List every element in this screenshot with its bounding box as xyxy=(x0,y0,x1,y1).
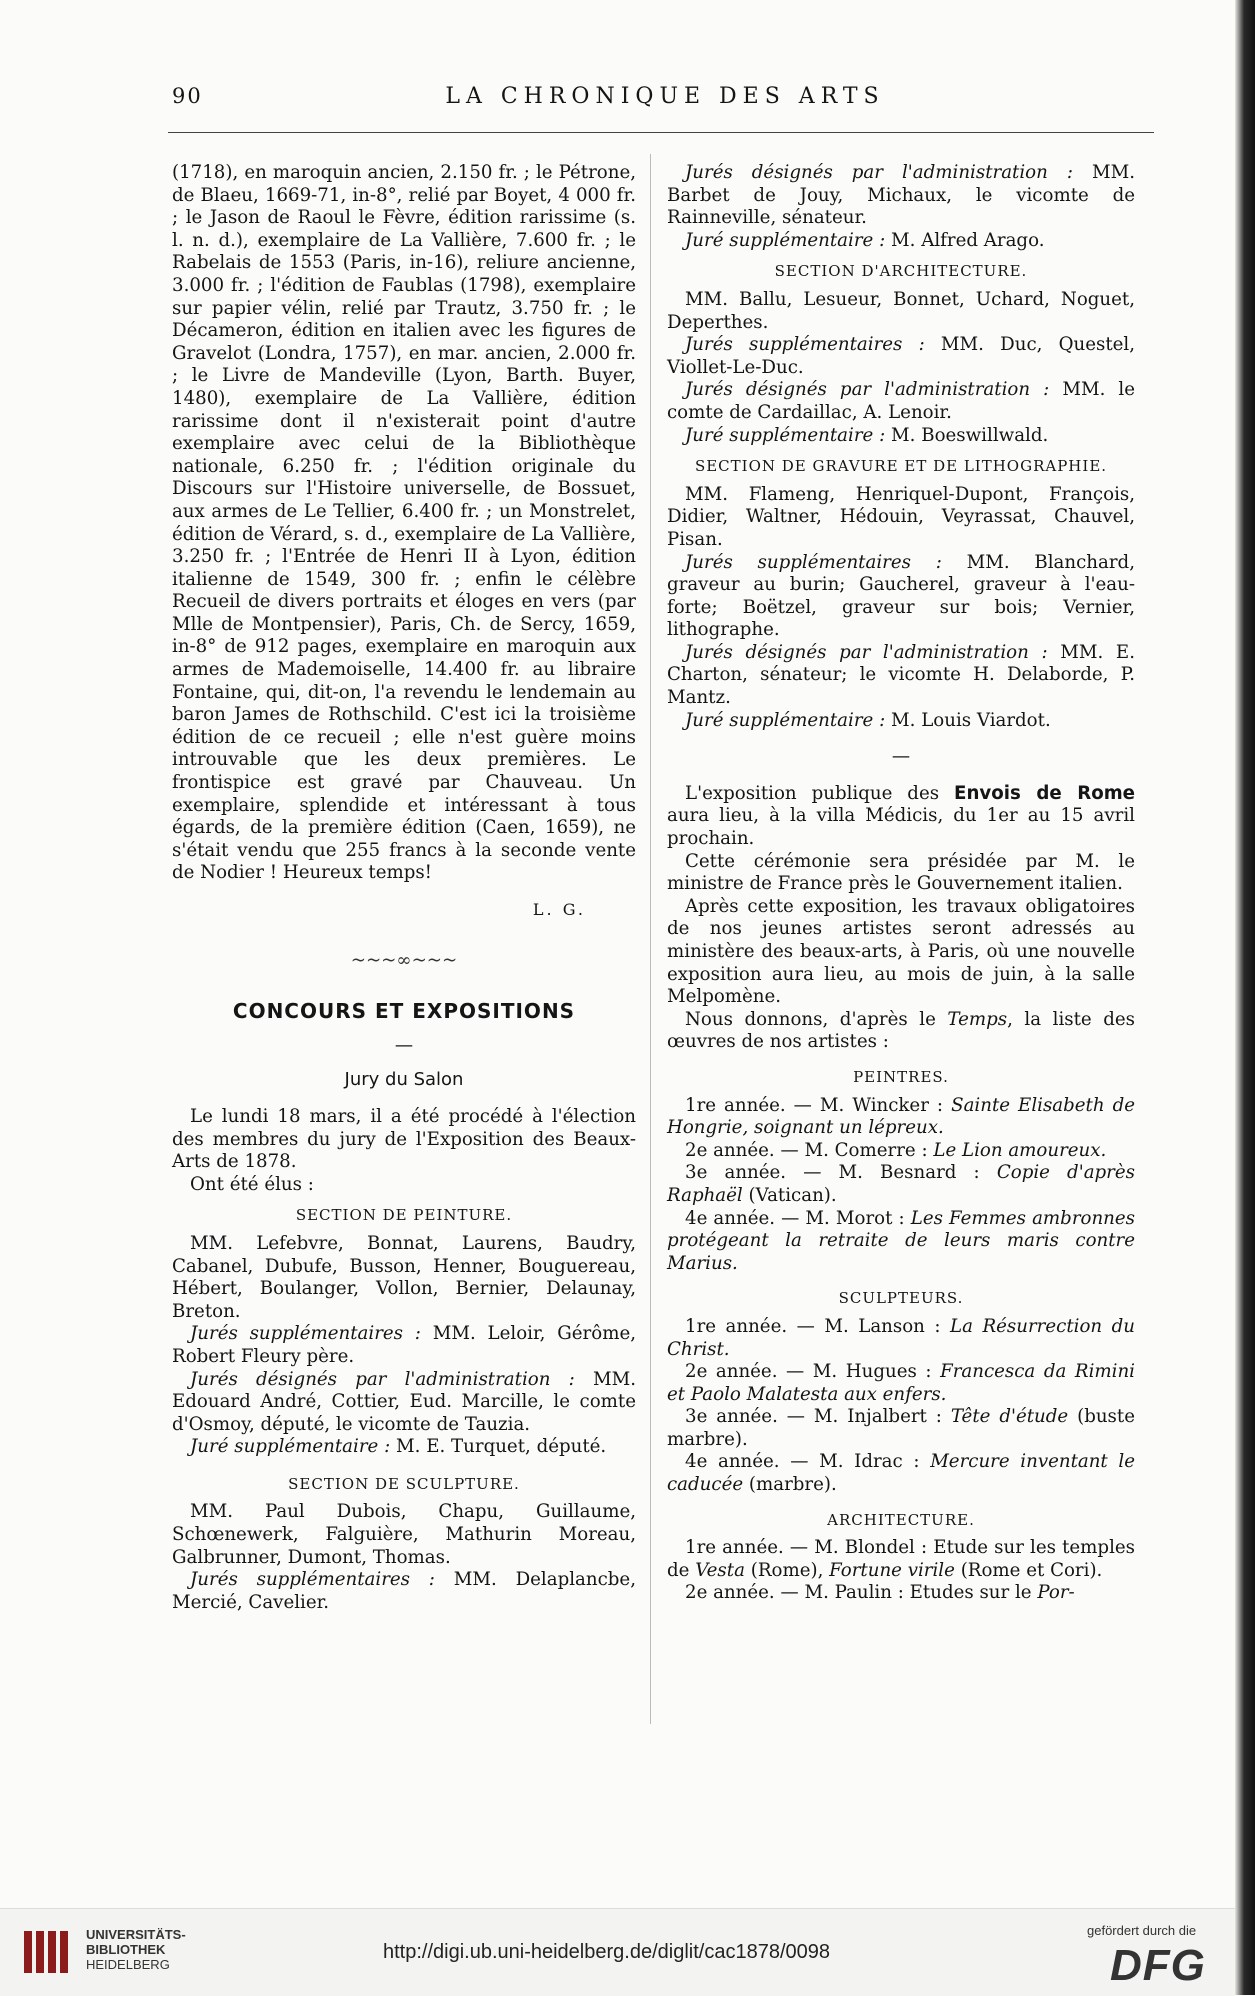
sculpt-admin: Jurés désignés par l'administration : MM. Barbet de Jouy, Michaux, le vicomte de Rainneville, sénateur. xyxy=(667,162,1135,229)
running-title: LA CHRONIQUE DES ARTS xyxy=(445,84,885,109)
architecte-2: 2e année. — M. Paulin : Etudes sur le Por- xyxy=(685,1582,1075,1604)
header-rule xyxy=(168,132,1154,133)
peinture-sup1: Juré supplémentaire : M. E. Turquet, député. xyxy=(190,1436,607,1458)
peintre-2: 2e année. — M. Comerre : Le Lion amoureux. xyxy=(685,1139,1107,1161)
arch-sup: Jurés supplémentaires : MM. Duc, Questel, Viollet-Le-Duc. xyxy=(667,334,1135,378)
page-edge-shadow xyxy=(1235,0,1255,1995)
funded-by-label: gefördert durch die xyxy=(1087,1923,1197,1938)
sculpture-members: MM. Paul Dubois, Chapu, Guillaume, Schœnewerk, Falguière, Mathurin Moreau, Galbrunner, Dumont, Thomas. xyxy=(172,1501,636,1568)
page-header xyxy=(170,84,1160,114)
arch-members: MM. Ballu, Lesueur, Bonnet, Uchard, Noguet, Deperthes. xyxy=(667,288,1135,333)
sculpt-sup1: Juré supplémentaire : M. Alfred Arago. xyxy=(685,229,1045,251)
page-number: 90 xyxy=(172,84,203,108)
column-divider xyxy=(650,154,651,1724)
elus-line: Ont été élus : xyxy=(190,1173,314,1195)
section-sculpture: SECTION DE SCULPTURE. xyxy=(288,1474,520,1493)
grav-sup1: Juré supplémentaire : M. Louis Viardot. xyxy=(685,709,1051,731)
title-dash: — xyxy=(394,1034,414,1056)
architecture-heading: ARCHITECTURE. xyxy=(827,1510,975,1529)
university-logo-icon xyxy=(22,1927,77,1977)
left-column xyxy=(172,162,636,1614)
sculpteur-4: 4e année. — M. Idrac : Mercure inventant le caducée (marbre). xyxy=(667,1451,1135,1496)
sculpteur-1: 1re année. — M. Lanson : La Résurrection du Christ. xyxy=(667,1315,1135,1360)
peintre-3: 3e année. — M. Besnard : Copie d'après Raphaël (Vatican). xyxy=(667,1162,1135,1206)
digitization-footer xyxy=(0,1908,1235,1996)
auction-paragraph: (1718), en maroquin ancien, 2.150 fr. ; le Pétrone, de Blaeu, 1669-71, in-8°, relié par Boyet, 4 000 fr. ; le Jason de Raoul le Fèvre, édition rarissime (s. l. n. d.), exemplaire de La Vallière, 7.600 fr. ; le Rabelais de 1553 (Paris, in-16), reliure ancienne, 3.000 fr. ; l'édition de Faublas (1798), exemplaire sur papier vélin, relié par Trautz, 3.750 fr. ; le Décameron, édition en italien avec les figures de Gravelot (Londra, 1757), en mar. ancien, 2.000 fr. ; le Livre de Mandeville (Lyon, Barth. Buyer, 1480), exemplaire de La Vallière, édition rarissime dont il n'existerait point d'autre exemplaire avec celui de la Bibliothèque nationale, 6.250 fr. ; l'édition originale du Discours sur l'Histoire universelle, de Bossuet, aux armes de Le Tellier, 6.400 fr. ; un Monstrelet, édition de Vérard, s. d., exemplaire de La Vallière, 3.250 fr. ; l'Entrée de Henri II à Lyon, édition italienne de 1549, 300 fr. ; enfin le célèbre Recueil de divers portraits et éloges en vers (par Mlle de Montpensier), Paris, Ch. de Sercy, 1659, in-8° de 912 pages, exemplaire en maroquin aux armes de Mademoiselle, 14.400 fr. au libraire Fontaine, qui, dit-on, l'a revendu le lendemain au baron James de Rothschild. C'est ici la troisième édition de ce recueil ; elle n'est guère moins introuvable que les deux premières. Le frontispice est gravé par Chauveau. Un exemplaire, splendide et intéressant à tous égards, de la première édition (Caen, 1659), ne s'était vendu que 255 francs à la seconde vente de Nodier ! Heureux temps! xyxy=(172,162,636,884)
architecte-1: 1re année. — M. Blondel : Etude sur les temples de Vesta (Rome), Fortune virile (Rome et Cori). xyxy=(667,1537,1135,1581)
university-name: UNIVERSITÄTS- BIBLIOTHEK HEIDELBERG xyxy=(86,1927,186,1972)
right-dash: — xyxy=(891,746,911,768)
peinture-admin: Jurés désignés par l'administration : MM. Edouard André, Cottier, Eud. Marcille, le comte d'Osmoy, député, le vicomte de Tauzia. xyxy=(172,1368,636,1435)
subtitle: Jury du Salon xyxy=(344,1069,464,1091)
grav-admin: Jurés désignés par l'administration : MM. E. Charton, sénateur; le vicomte H. Delaborde, P. Mantz. xyxy=(667,641,1135,709)
peintre-4: 4e année. — M. Morot : Les Femmes ambronnes protégeant la retraite de leurs maris contre Marius. xyxy=(667,1207,1135,1274)
dfg-logo: DFG xyxy=(1110,1941,1206,1990)
peinture-sup: Jurés supplémentaires : MM. Leloir, Gérôme, Robert Fleury père. xyxy=(172,1323,636,1367)
grav-sup: Jurés supplémentaires : MM. Blanchard, graveur au burin; Gaucherel, graveur à l'eau-forte; Boëtzel, graveur sur bois; Vernier, lithographe. xyxy=(667,551,1135,641)
sculpteurs-heading: SCULPTEURS. xyxy=(838,1289,964,1308)
expo-paragraph: L'exposition publique des Envois de Rome aura lieu, à la villa Médicis, du 1er au 15 avril prochain. xyxy=(667,782,1135,850)
peinture-members: MM. Lefebvre, Bonnat, Laurens, Baudry, Cabanel, Dubufe, Busson, Henner, Bouguereau, Hébert, Boulanger, Vollon, Bernier, Delaunay, Breton. xyxy=(172,1232,636,1322)
section-gravure: SECTION DE GRAVURE ET DE LITHOGRAPHIE. xyxy=(694,457,1108,476)
intro-paragraph: Le lundi 18 mars, il a été procédé à l'élection des membres du jury de l'Exposition des Beaux-Arts de 1878. xyxy=(172,1105,636,1173)
peintre-1: 1re année. — M. Wincker : Sainte Elisabeth de Hongrie, soignant un lépreux. xyxy=(667,1094,1135,1139)
right-column xyxy=(667,162,1135,1605)
sculpteur-2: 2e année. — M. Hugues : Francesca da Rimini et Paolo Malatesta aux enfers. xyxy=(667,1361,1135,1405)
grav-members: MM. Flameng, Henriquel-Dupont, François, Didier, Waltner, Hédouin, Veyrassat, Chauvel, Pisan. xyxy=(667,483,1135,550)
ornament: ~~~∞~~~ xyxy=(350,949,458,971)
ceremonie-paragraph: Cette cérémonie sera présidée par M. le ministre de France près le Gouvernement italien. xyxy=(667,850,1135,895)
arch-sup1: Juré supplémentaire : M. Boeswillwald. xyxy=(685,424,1049,446)
arch-admin: Jurés désignés par l'administration : MM. le comte de Cardaillac, A. Lenoir. xyxy=(667,379,1135,423)
signature: L. G. xyxy=(532,900,586,919)
section-peinture: SECTION DE PEINTURE. xyxy=(295,1206,513,1225)
source-url-link[interactable]: http://digi.ub.uni-heidelberg.de/diglit/cac1878/0098 xyxy=(383,1941,830,1963)
sculpteur-3: 3e année. — M. Injalbert : Tête d'étude (buste marbre). xyxy=(667,1406,1135,1450)
peintres-heading: PEINTRES. xyxy=(853,1067,949,1086)
section-architecture: SECTION D'ARCHITECTURE. xyxy=(774,262,1028,281)
sculpture-sup: Jurés supplémentaires : MM. Delaplancbe, Mercié, Cavelier. xyxy=(172,1569,636,1613)
section-title: CONCOURS ET EXPOSITIONS xyxy=(232,999,576,1024)
apres-paragraph: Après cette exposition, les travaux obligatoires de nos jeunes artistes seront adressés au ministère des beaux-arts, à Paris, où une nouvelle exposition aura lieu, au mois de juin, à la salle Melpomène. xyxy=(667,895,1135,1008)
donnons-paragraph: Nous donnons, d'après le Temps, la liste des œuvres de nos artistes : xyxy=(667,1008,1135,1053)
